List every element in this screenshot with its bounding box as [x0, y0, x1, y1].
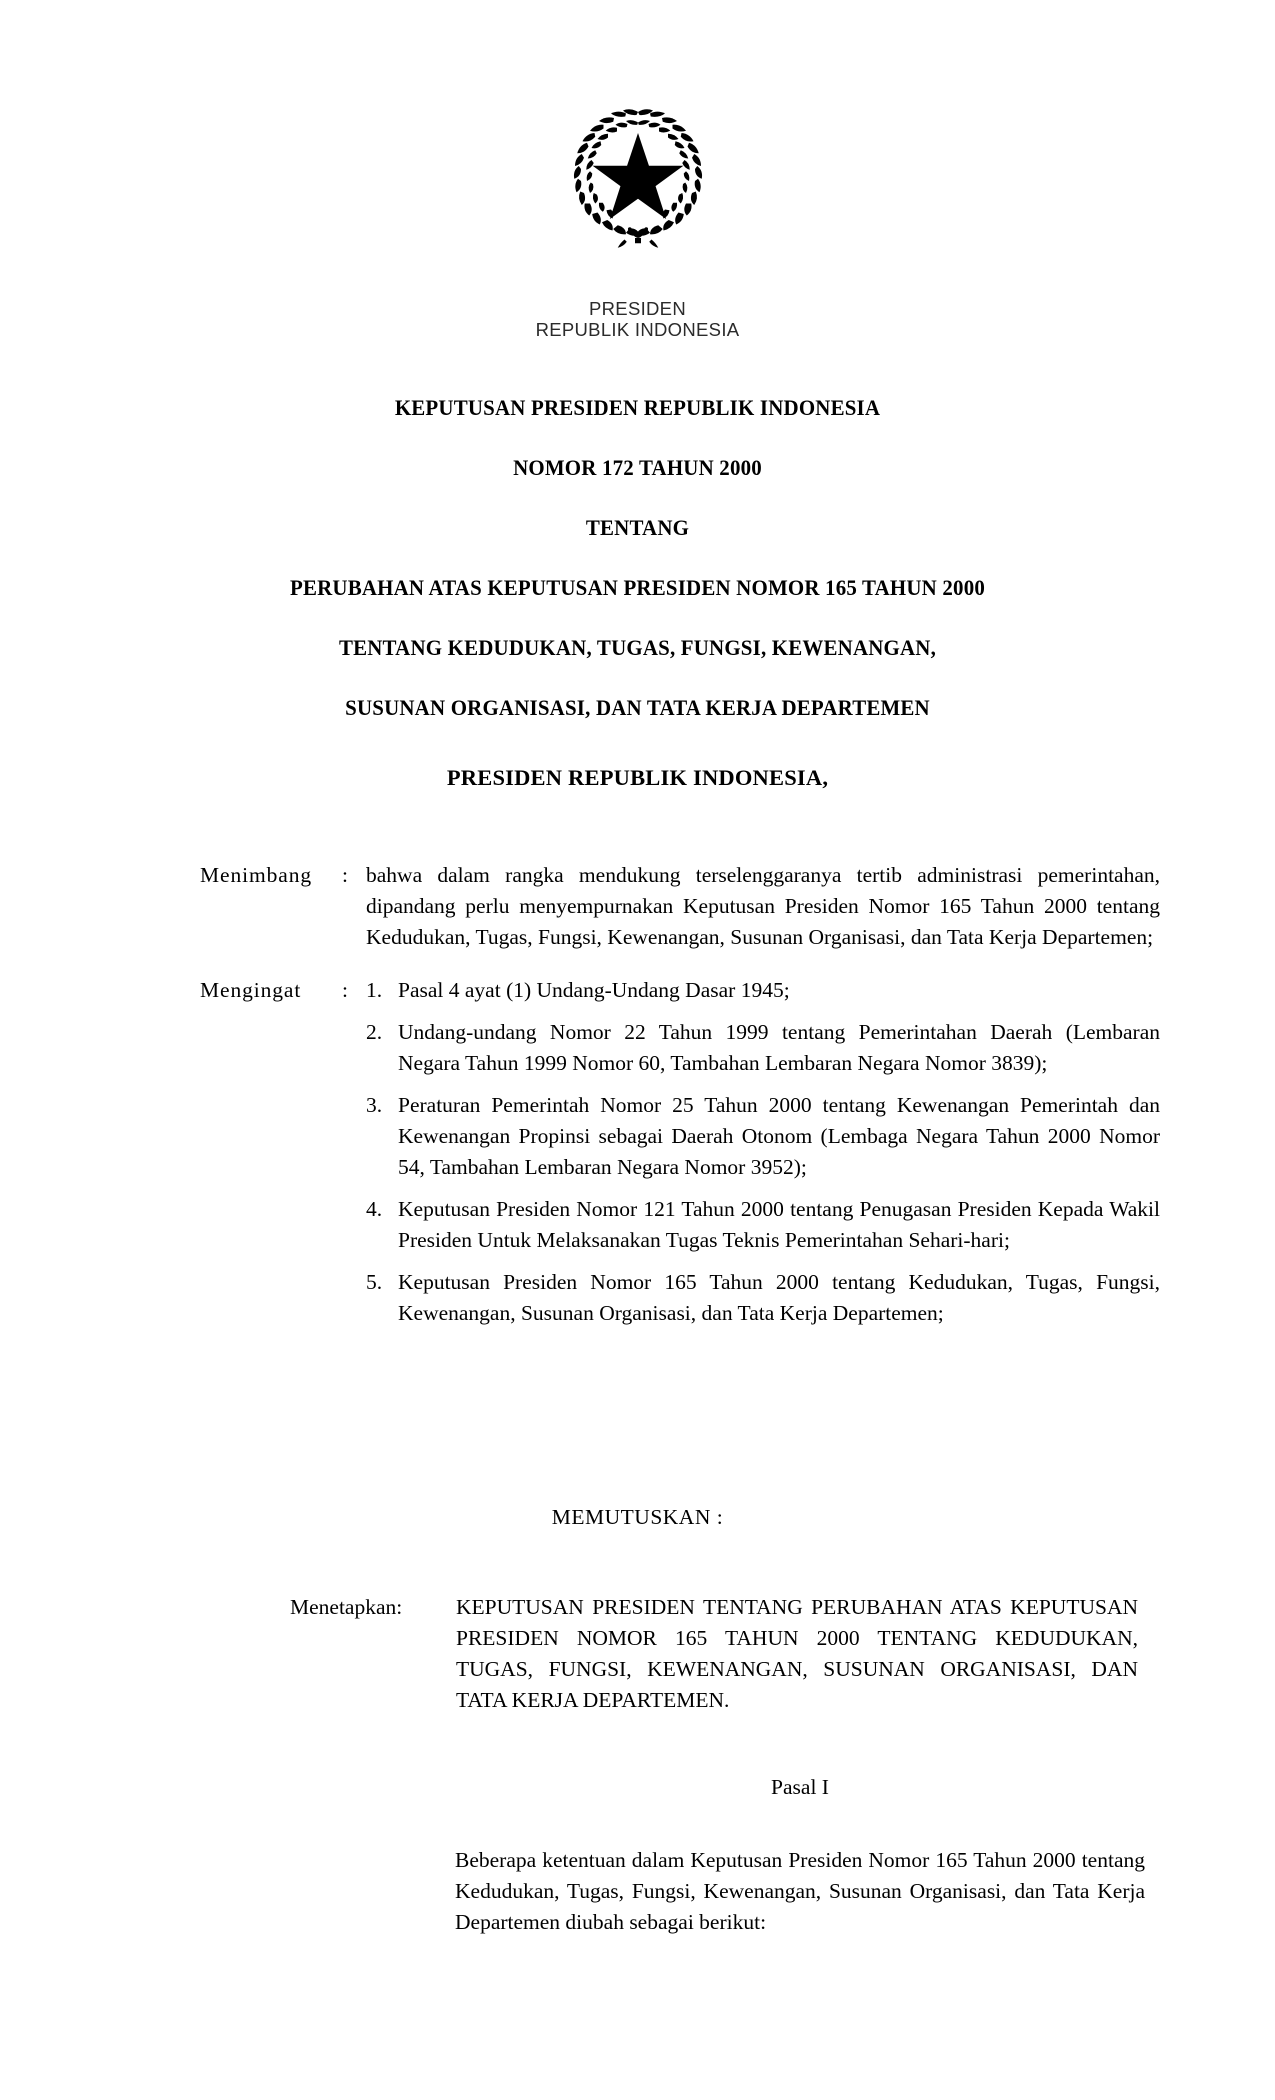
- list-item-marker: 4.: [366, 1197, 383, 1221]
- considering-label: Menimbang: [200, 863, 312, 887]
- document-title-block: [117, 395, 1158, 721]
- title-about-label: TENTANG: [585, 515, 690, 540]
- establish-body: [456, 1592, 1138, 1716]
- indonesian-presidential-seal-icon: [558, 100, 718, 250]
- title-subject-line-3: SUSUNAN ORGANISASI, DAN TATA KERJA DEPARTEMEN: [345, 695, 930, 720]
- recalling-list: [366, 975, 1160, 1329]
- list-item: [366, 1267, 1160, 1329]
- list-item-marker: 5.: [366, 1270, 383, 1294]
- list-item-text: Undang-undang Nomor 22 Tahun 1999 tentang Pemerintahan Daerah (Lembaran Negara Tahun 1999 Nomor 60, Tambahan Lembaran Negara Nomor 3839);: [398, 1020, 1160, 1075]
- considering-colon: :: [342, 863, 348, 887]
- emblem-caption-line-2: REPUBLIK INDONESIA: [535, 319, 740, 340]
- considering-body: [366, 860, 1160, 953]
- list-item: [366, 975, 1160, 1006]
- considering-text: bahwa dalam rangka mendukung terselenggaranya tertib administrasi pemerintahan, dipandang perlu menyempurnakan Keputusan Presiden Nomor 165 Tahun 2000 tentang Kedudukan, Tugas, Fungsi, Kewenangan, Susunan Organisasi, dan Tata Kerja Departemen;: [366, 863, 1160, 949]
- clauses-section: [200, 860, 1160, 1351]
- establish-text: KEPUTUSAN PRESIDEN TENTANG PERUBAHAN ATAS KEPUTUSAN PRESIDEN NOMOR 165 TAHUN 2000 TENTANG KEDUDUKAN, TUGAS, FUNGSI, KEWENANGAN, SUSUNAN ORGANISASI, DAN TATA KERJA DEPARTEMEN.: [456, 1595, 1138, 1712]
- emblem-caption: [0, 298, 1275, 340]
- article-heading: Pasal I: [771, 1775, 829, 1799]
- list-item: [366, 1017, 1160, 1079]
- list-item-marker: 2.: [366, 1020, 383, 1044]
- decider-heading: PRESIDEN REPUBLIK INDONESIA,: [446, 765, 829, 790]
- title-subject-line-1: PERUBAHAN ATAS KEPUTUSAN PRESIDEN NOMOR 165 TAHUN 2000: [289, 575, 986, 600]
- recalling-label: Mengingat: [200, 978, 302, 1002]
- list-item-marker: 3.: [366, 1093, 383, 1117]
- considering-row: [200, 860, 1160, 953]
- emblem-block: [0, 100, 1275, 255]
- recalling-row: [200, 975, 1160, 1329]
- emblem-caption-line-1: PRESIDEN: [589, 298, 686, 319]
- page-title: KEPUTUSAN PRESIDEN REPUBLIK INDONESIA: [394, 395, 881, 420]
- list-item: [366, 1090, 1160, 1183]
- recalling-body: [366, 975, 1160, 1329]
- title-subject-line-2: TENTANG KEDUDUKAN, TUGAS, FUNGSI, KEWENANGAN,: [338, 635, 937, 660]
- list-item-text: Pasal 4 ayat (1) Undang-Undang Dasar 1945;: [398, 978, 790, 1002]
- decision-heading: MEMUTUSKAN :: [551, 1505, 724, 1529]
- establish-row: [290, 1592, 1138, 1716]
- recalling-colon: :: [342, 978, 348, 1002]
- decree-number: NOMOR 172 TAHUN 2000: [513, 455, 762, 480]
- list-item-text: Keputusan Presiden Nomor 121 Tahun 2000 tentang Penugasan Presiden Kepada Wakil Presiden Untuk Melaksanakan Tugas Teknis Pemerintahan Sehari-hari;: [398, 1197, 1160, 1252]
- list-item-marker: 1.: [366, 978, 383, 1002]
- list-item-text: Peraturan Pemerintah Nomor 25 Tahun 2000 tentang Kewenangan Pemerintah dan Kewenangan Propinsi sebagai Daerah Otonom (Lembaga Negara Tahun 2000 Nomor 54, Tambahan Lembaran Negara Nomor 3952);: [398, 1093, 1160, 1179]
- establish-label: Menetapkan:: [290, 1595, 403, 1619]
- article-text: Beberapa ketentuan dalam Keputusan Presiden Nomor 165 Tahun 2000 tentang Kedudukan, Tugas, Fungsi, Kewenangan, Susunan Organisasi, dan Tata Kerja Departemen diubah sebagai berikut:: [455, 1848, 1145, 1934]
- list-item: [366, 1194, 1160, 1256]
- article-body: [455, 1845, 1145, 1938]
- list-item-text: Keputusan Presiden Nomor 165 Tahun 2000 tentang Kedudukan, Tugas, Fungsi, Kewenangan, Susunan Organisasi, dan Tata Kerja Departemen;: [398, 1270, 1160, 1325]
